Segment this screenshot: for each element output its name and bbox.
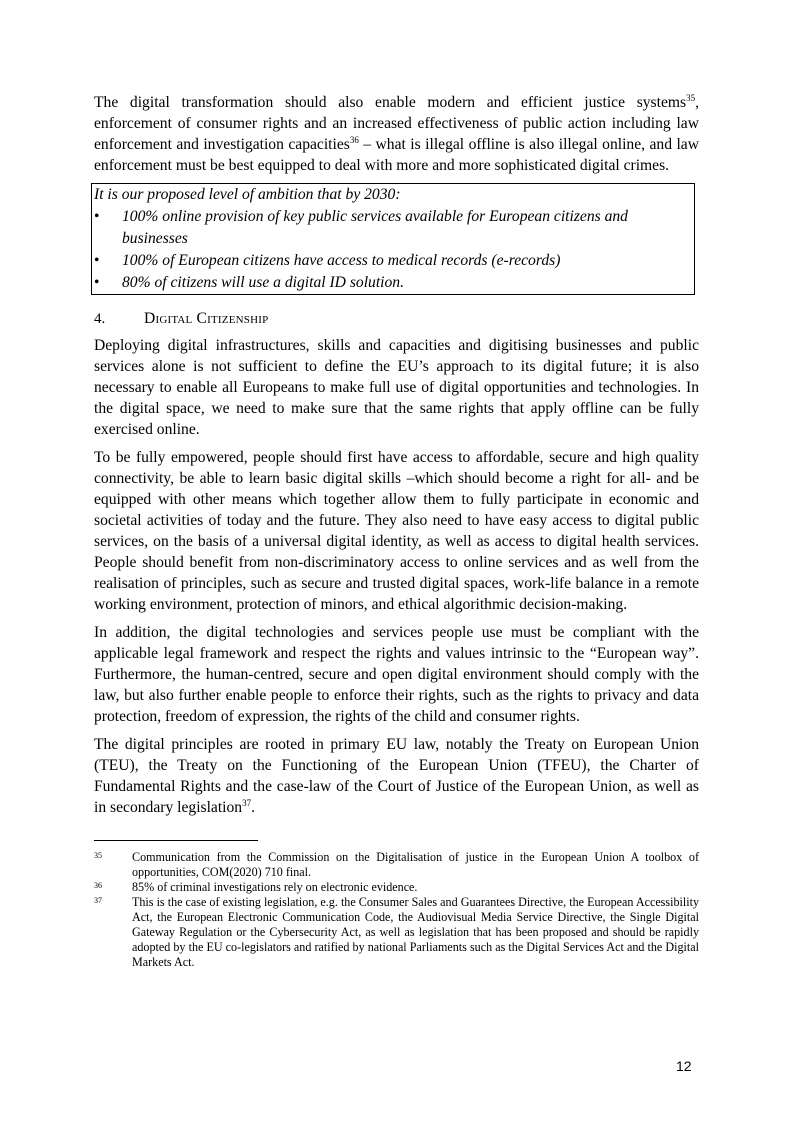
footnote-divider [94,840,258,841]
bullet-icon: • [94,252,100,269]
footnote-text: This is the case of existing legislation, e.g. the Consumer Sales and Guarantees Directive, the European Accessibility Act, the European Electronic Communication Code, the Audiovisual Media Service Directive, the Single Digital Gateway Regulation or the Cybersecurity Act, as well as legislation that has been proposed and should be rapidly adopted by the EU co-legislators and ratified by national Parliaments such as the Digital Services Act and the Digital Markets Act. [132,895,699,969]
ambition-item: • 100% online provision of key public services available for European citizens and businesses [94,208,628,247]
section-heading [94,309,699,329]
footnote-number: 35 [94,851,102,860]
footnote-ref-37[interactable]: 37 [242,797,252,808]
footnote [94,880,699,895]
ambition-box [91,183,695,295]
section-number: 4. [94,311,106,327]
ambition-intro: It is our proposed level of ambition that by 2030: [94,186,401,203]
paragraph: Deploying digital infrastructures, skills and capacities and digitising businesses and public services alone is not sufficient to define the EU’s approach to its digital future; it is also necessary to enable all Europeans to make full use of digital opportunities and technologies. In the digital space, we need to make sure that the same rights that apply offline can be fully exercised online. [94,337,699,438]
footnote-text: 85% of criminal investigations rely on electronic evidence. [132,880,418,894]
page-number: 12 [676,1058,692,1074]
footnote [94,850,699,880]
document-body [94,92,699,970]
footnote-number: 37 [94,896,102,905]
section-title: Digital Citizenship [144,310,269,327]
paragraph: To be fully empowered, people should first have access to affordable, secure and high quality connectivity, be able to learn basic digital skills –which should become a right for all- and be equipped with other means which together allow them to fully participate in economic and societal activities of today and the future. They also need to have easy access to digital public services, on the basis of a universal digital identity, as well as access to digital health services. People should benefit from non-discriminatory access to online services and as well from the realisation of principles, such as secure and trusted digital spaces, work-life balance in a remote working environment, protection of minors, and ethical algorithmic decision-making. [94,449,699,613]
ambition-item: • 100% of European citizens have access to medical records (e-records) [94,250,688,272]
footnote-number: 36 [94,881,102,890]
bullet-icon: • [94,208,100,225]
footnote [94,895,699,970]
footnote-text: Communication from the Commission on the Digitalisation of justice in the European Union A toolbox of opportunities, COM(2020) 710 final. [132,850,699,879]
footnote-ref-36[interactable]: 36 [349,134,359,145]
footnote-ref-35[interactable]: 35 [686,92,696,103]
ambition-list [94,206,688,294]
ambition-item: • 80% of citizens will use a digital ID solution. [94,272,688,294]
paragraph-justice-systems: The digital transformation should also enable modern and efficient justice systems$^{35}$, enforcement of consumer rights and an increased effectiveness of public action including law enforcement and investigation capacities$^{36}$ – what is illegal offline is also illegal online, and law enforcement must be best equipped to deal with more and more sophisticated digital crimes. [94,92,699,174]
paragraph-digital-principles: The digital principles are rooted in primary EU law, notably the Treaty on European Union (TEU), the Treaty on the Functioning of the European Union (TFEU), the Charter of Fundamental Rights and the case-law of the Court of Justice of the European Union, as well as in secondary legislation$^{37}$. [94,736,699,816]
bullet-icon: • [94,274,100,291]
paragraph: In addition, the digital technologies and services people use must be compliant with the applicable legal framework and respect the rights and values intrinsic to the “European way”. Furthermore, the human-centred, secure and open digital environment should comply with the law, but also further enable people to enforce their rights, such as the rights to privacy and data protection, freedom of expression, the rights of the child and consumer rights. [94,624,699,725]
